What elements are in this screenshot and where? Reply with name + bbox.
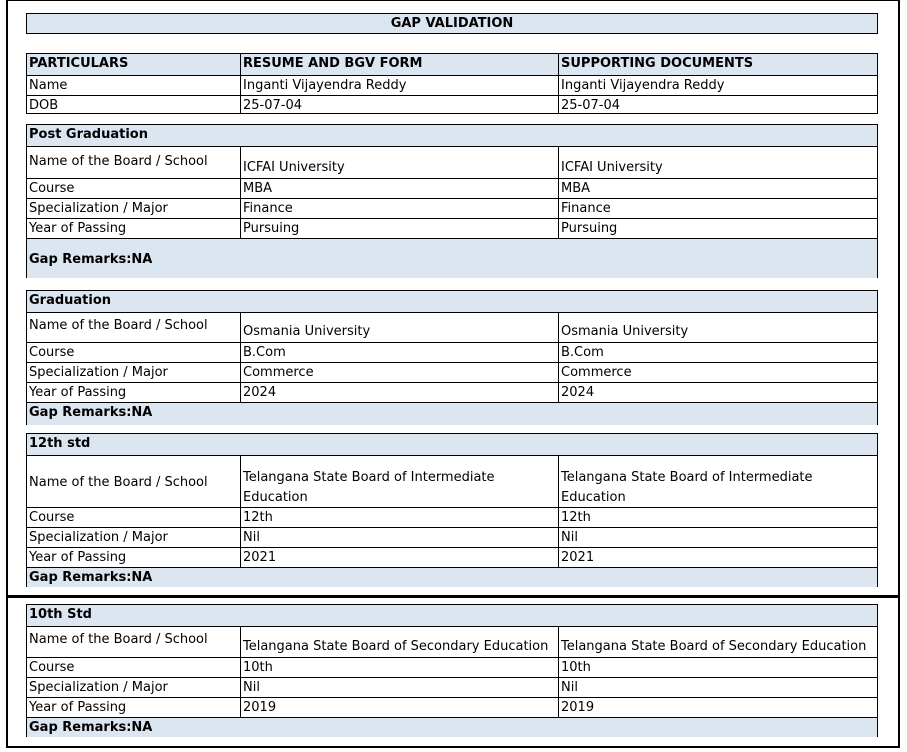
tenth-heading: 10th Std: [27, 605, 877, 626]
course-row: [27, 342, 877, 362]
course-row: [27, 178, 877, 198]
name-resume: Inganti Vijayendra Reddy: [240, 76, 558, 95]
board-row: [27, 455, 877, 507]
course-label: Course: [29, 510, 75, 525]
year-row: [27, 218, 877, 238]
spec-label: Specialization / Major: [29, 201, 168, 216]
year-resume: 2024: [240, 383, 558, 402]
dob-resume: 25-07-04: [240, 96, 558, 114]
course-docs: 10th: [558, 658, 877, 677]
course-label: Course: [29, 345, 75, 360]
spec-label: Specialization / Major: [29, 530, 168, 545]
post-graduation-table: [26, 124, 878, 278]
spec-resume: Finance: [240, 199, 558, 218]
spec-resume: Nil: [240, 528, 558, 547]
course-label: Course: [29, 660, 75, 675]
board-resume: Osmania University: [240, 313, 558, 342]
twelfth-heading: 12th std: [27, 434, 877, 455]
personal-table: [26, 53, 878, 114]
year-docs: 2024: [558, 383, 877, 402]
remarks-row: [27, 717, 877, 737]
year-resume: 2021: [240, 548, 558, 567]
page-title: GAP VALIDATION: [26, 13, 878, 34]
spec-row: [27, 362, 877, 382]
section-heading-row: [27, 605, 877, 626]
year-resume: 2019: [240, 698, 558, 717]
board-label: Name of the Board / School: [29, 475, 208, 490]
year-label: Year of Passing: [29, 385, 127, 400]
graduation-table: [26, 290, 878, 425]
year-docs: 2019: [558, 698, 877, 717]
board-docs: ICFAI University: [558, 147, 877, 178]
dob-docs: 25-07-04: [558, 96, 877, 114]
course-docs: 12th: [558, 508, 877, 527]
supporting-header: SUPPORTING DOCUMENTS: [558, 54, 877, 75]
course-row: [27, 657, 877, 677]
board-docs: Osmania University: [558, 313, 877, 342]
year-label: Year of Passing: [29, 221, 127, 236]
board-label: Name of the Board / School: [29, 632, 208, 647]
spec-row: [27, 677, 877, 697]
dob-row: [27, 95, 877, 114]
name-label: Name: [29, 78, 68, 93]
course-resume: MBA: [240, 179, 558, 198]
year-docs: 2021: [558, 548, 877, 567]
spec-docs: Finance: [558, 199, 877, 218]
remarks-row: [27, 238, 877, 278]
board-row: [27, 626, 877, 657]
table-header-row: [27, 54, 877, 75]
board-label: Name of the Board / School: [29, 154, 208, 169]
year-row: [27, 547, 877, 567]
course-resume: B.Com: [240, 343, 558, 362]
resume-header: RESUME AND BGV FORM: [240, 54, 558, 75]
spec-resume: Nil: [240, 678, 558, 697]
board-resume: Telangana State Board of Intermediate Education: [240, 456, 558, 507]
year-resume: Pursuing: [240, 219, 558, 238]
spec-docs: Nil: [558, 678, 877, 697]
remarks-row: [27, 402, 877, 425]
twelfth-table: [26, 433, 878, 587]
board-label: Name of the Board / School: [29, 318, 208, 333]
particulars-header: PARTICULARS: [27, 54, 240, 75]
graduation-heading: Graduation: [27, 291, 877, 312]
gap-remarks: Gap Remarks:NA: [27, 568, 877, 587]
course-docs: B.Com: [558, 343, 877, 362]
gap-remarks: Gap Remarks:NA: [27, 239, 877, 278]
board-row: [27, 146, 877, 178]
board-docs: Telangana State Board of Secondary Education: [558, 627, 877, 657]
board-resume: Telangana State Board of Secondary Education: [240, 627, 558, 657]
spec-docs: Commerce: [558, 363, 877, 382]
section-heading-row: [27, 434, 877, 455]
year-docs: Pursuing: [558, 219, 877, 238]
year-label: Year of Passing: [29, 700, 127, 715]
section-heading-row: [27, 291, 877, 312]
dob-label: DOB: [29, 98, 59, 113]
course-row: [27, 507, 877, 527]
course-label: Course: [29, 181, 75, 196]
year-row: [27, 697, 877, 717]
spec-label: Specialization / Major: [29, 365, 168, 380]
course-resume: 12th: [240, 508, 558, 527]
gap-remarks: Gap Remarks:NA: [27, 718, 877, 737]
remarks-row: [27, 567, 877, 587]
board-row: [27, 312, 877, 342]
spec-row: [27, 527, 877, 547]
course-docs: MBA: [558, 179, 877, 198]
year-label: Year of Passing: [29, 550, 127, 565]
course-resume: 10th: [240, 658, 558, 677]
gap-remarks: Gap Remarks:NA: [27, 403, 877, 425]
name-row: [27, 75, 877, 95]
spec-docs: Nil: [558, 528, 877, 547]
section-heading-row: [27, 125, 877, 146]
post-graduation-heading: Post Graduation: [27, 125, 877, 146]
spec-label: Specialization / Major: [29, 680, 168, 695]
board-resume: ICFAI University: [240, 147, 558, 178]
spec-row: [27, 198, 877, 218]
board-docs: Telangana State Board of Intermediate Education: [558, 456, 877, 507]
name-docs: Inganti Vijayendra Reddy: [558, 76, 877, 95]
spec-resume: Commerce: [240, 363, 558, 382]
tenth-table: [26, 604, 878, 737]
year-row: [27, 382, 877, 402]
